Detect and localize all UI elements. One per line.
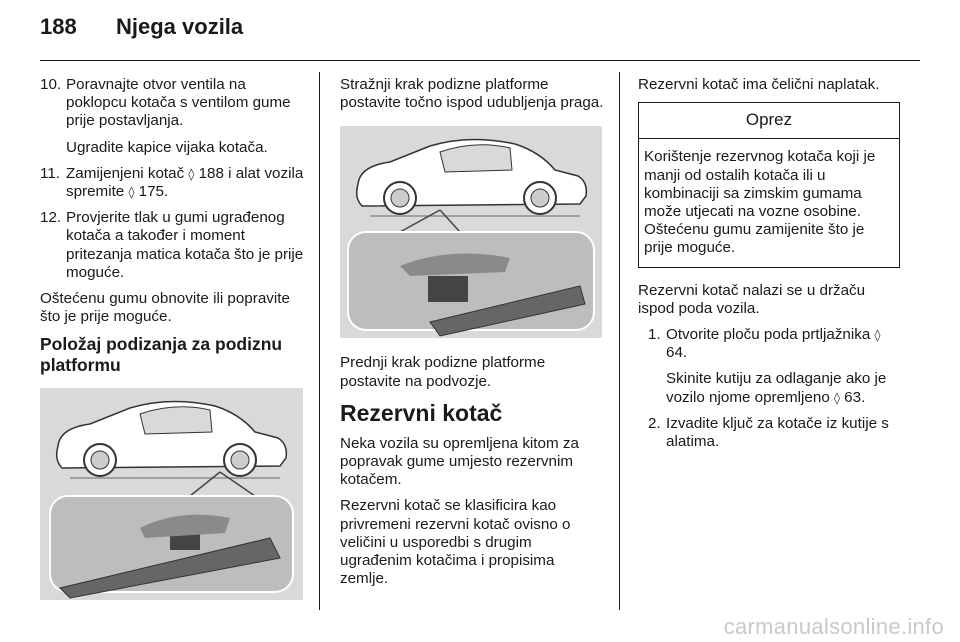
caution-text: Korištenje rezervnog kotača koji je manji od ostalih kotača ili u kombinaciji sa zimskim gumama može utjecati na vozne osobine. Oštećenu gumu zamijenite što je prije moguće.	[644, 148, 876, 257]
paragraph: Prednji krak podizne platforme postavite na podvozje.	[340, 354, 546, 390]
paragraph: Oštećenu gumu obnovite ili popravite što je prije moguće.	[40, 290, 290, 326]
page-number: 188	[40, 14, 77, 39]
column-separator	[619, 72, 620, 610]
list-item: 1. Otvorite ploču poda prtljažnika ◊ 64.	[648, 326, 881, 362]
header-rule	[40, 60, 920, 61]
watermark: carmanualsonline.info	[723, 614, 944, 639]
page-reference-link[interactable]: 188	[198, 164, 224, 182]
list-item-continuation: Skinite kutiju za odlaganje ako je vozilo njome opremljeno ◊ 63.	[666, 370, 887, 406]
reference-icon: ◊	[834, 390, 840, 405]
chapter-title: Njega vozila	[116, 14, 244, 39]
car-lift-front-figure	[340, 126, 602, 338]
column-1	[40, 76, 306, 600]
car-side-illustration	[40, 388, 303, 600]
caution-box	[638, 102, 900, 267]
page-reference-link[interactable]: 63	[844, 388, 862, 406]
page-reference-link[interactable]: 175	[138, 183, 164, 201]
column-2	[340, 76, 604, 596]
page-header	[40, 14, 243, 48]
list-item: 11. Zamijenjeni kotač ◊ 188 i alat vozila spremite ◊ 175.	[40, 164, 304, 201]
paragraph: Rezervni kotač nalazi se u držaču ispod poda vozila.	[638, 281, 866, 317]
car-lift-rear-figure	[40, 388, 303, 600]
page-reference-link[interactable]: 64	[666, 344, 683, 362]
reference-icon: ◊	[874, 328, 881, 343]
list-item: 12. Provjerite tlak u gumi ugrađenog kotača a također i moment pritezanja matica kotača što je prije moguće.	[40, 209, 304, 281]
column-separator	[319, 72, 320, 610]
caution-title: Oprez	[639, 103, 899, 139]
reference-icon: ◊	[188, 166, 195, 181]
paragraph: Rezervni kotač ima čelični naplatak.	[638, 76, 880, 93]
paragraph: Stražnji krak podizne platforme postavite točno ispod udubljenja praga.	[340, 76, 604, 112]
section-heading: Rezervni kotač	[340, 399, 503, 426]
list-item-continuation: Ugradite kapice vijaka kotača.	[66, 138, 268, 156]
car-side-illustration	[340, 126, 602, 338]
column-3	[638, 76, 900, 453]
paragraph: Rezervni kotač se klasificira kao privremeni rezervni kotač ovisno o veličini u usporedbi s drugim ugrađenim kotačima i propisima zemlje.	[340, 497, 571, 588]
list-item: 2. Izvadite ključ za kotače iz kutije s alatima.	[648, 414, 889, 451]
reference-icon: ◊	[128, 185, 135, 200]
paragraph: Neka vozila su opremljena kitom za popravak gume umjesto rezervnim kotačem.	[340, 434, 579, 489]
section-heading: Položaj podizanja za podiznu platformu	[40, 334, 283, 376]
list-item: 10. Poravnajte otvor ventila na poklopcu kotača s ventilom gume prije postavljanja.	[40, 76, 291, 130]
